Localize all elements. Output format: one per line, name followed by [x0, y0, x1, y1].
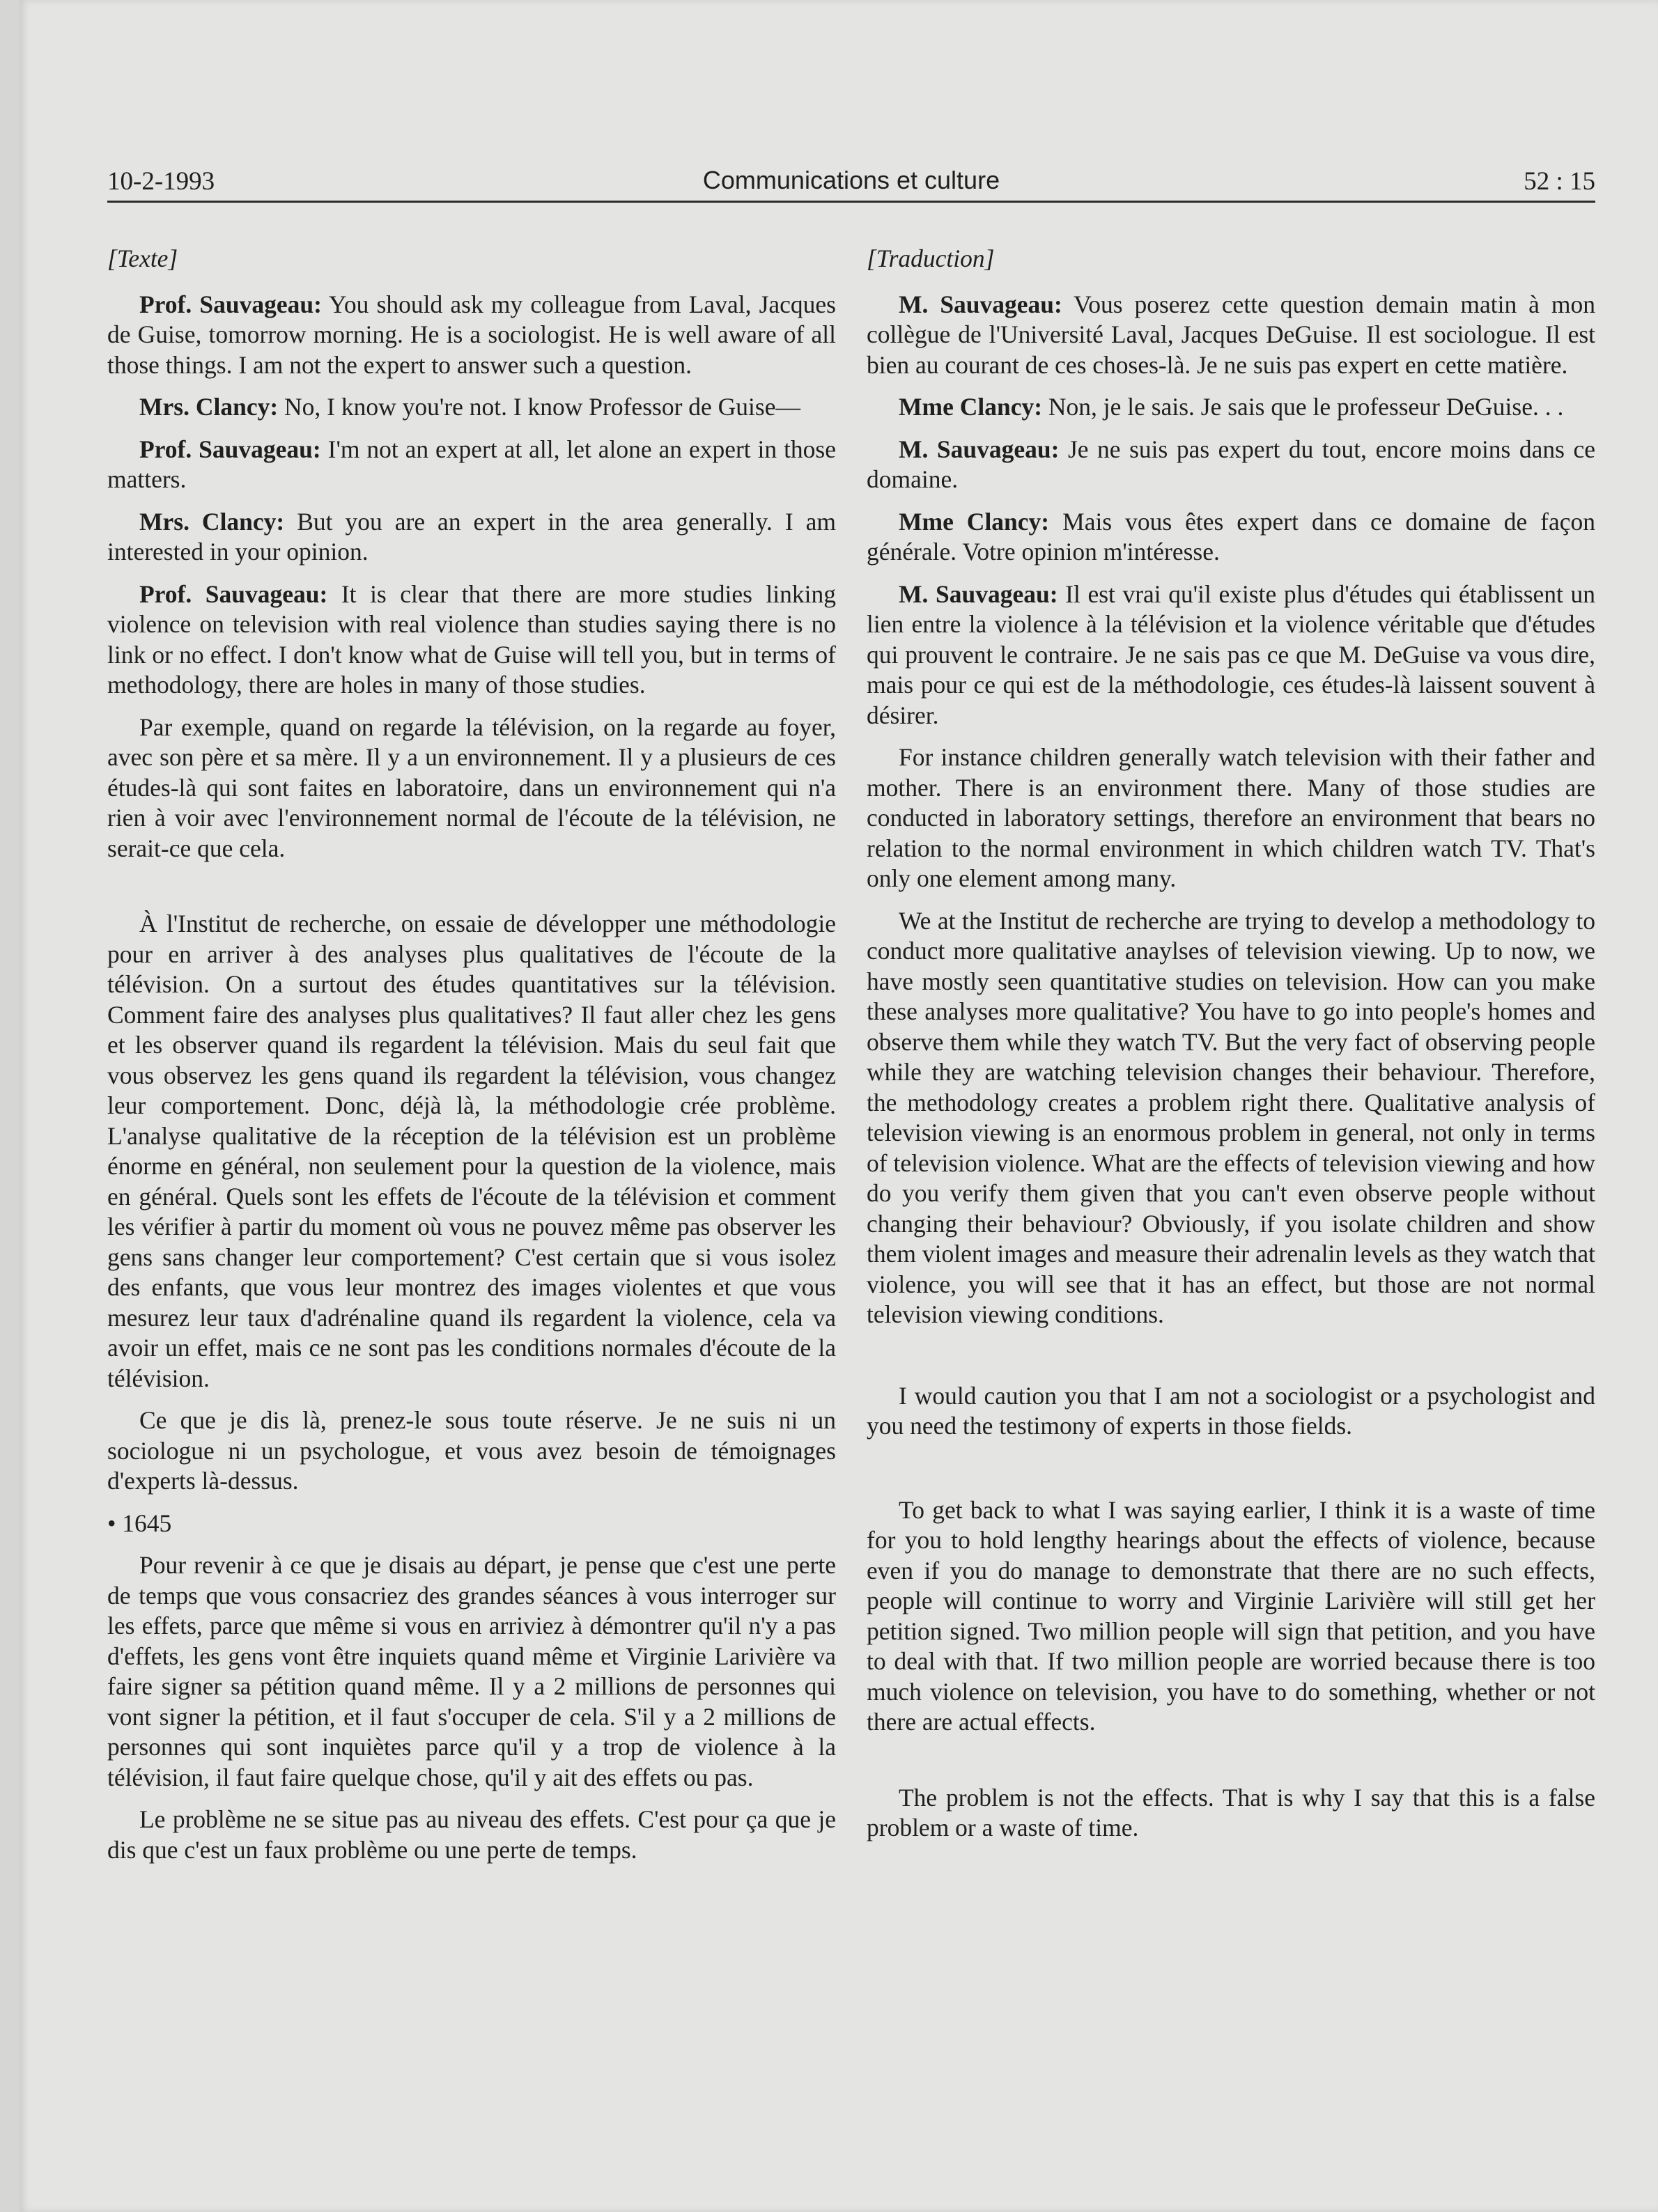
- right-column: [867, 244, 1595, 1855]
- document-page: [20, 0, 1658, 2212]
- speech-text: You should ask my colleague from Laval, Jacques de Guise, tomorrow morning. He is a sociologist. He is well aware of all those things. I am not the expert to answer such a question.: [107, 290, 837, 379]
- speaker-name: M. Sauvageau:: [899, 579, 1058, 608]
- speech-text: Non, je le sais. Je sais que le professeur DeGuise. . .: [1048, 393, 1564, 421]
- speaker-name: Mme Clancy:: [899, 393, 1043, 421]
- speaker-name: M. Sauvageau:: [899, 435, 1060, 463]
- section-tag: [Traduction]: [867, 244, 995, 272]
- spacer: [867, 1750, 1595, 1783]
- speech-text: It is clear that there are more studies linking violence on television with real violence than studies saying there is no link or no effect. I don't know what de Guise will tell you, but in terms of methodology, there are holes in many of those studies.: [107, 579, 836, 699]
- header-page-number: 52 : 15: [1524, 167, 1595, 196]
- page-header: [107, 160, 1595, 203]
- paragraph: Ce que je dis là, prenez-le sous toute réserve. Je ne suis ni un sociologue ni un psychologue, et vous avez besoin de témoignages d'experts là-dessus.: [107, 1406, 836, 1495]
- paragraph: For instance children generally watch television with their father and mother. There is an environment there. Many of those studies are conducted in laboratory settings, therefore an environment that bears no relation to the normal environment in which children watch TV. That's only one element among many.: [867, 743, 1595, 892]
- header-date: 10-2-1993: [107, 167, 215, 196]
- speech-text: But you are an expert in the area generally. I am interested in your opinion.: [107, 507, 837, 566]
- paragraph: [867, 579, 1595, 731]
- speaker-name: Mme Clancy:: [899, 507, 1050, 536]
- paragraph: We at the Institut de recherche are trying to develop a methodology to conduct more qualitative anaylses of television viewing. Up to now, we have mostly seen quantitative studies on television. How can you make these analyses more qualitative? You have to go into people's homes and observe them while they watch TV. But the very fact of observing people while they are watching television changes their behaviour. Therefore, the methodology creates a problem right there. Qualitative analysis of television viewing is an enormous problem in general, not only in terms of television violence. What are the effects of television viewing and how do you verify them given that you can't even observe people without changing their behaviour? Obviously, if you isolate children and show them violent images and measure their adrenalin levels as they watch that violence, you will see that it has an effect, but those are not normal television viewing conditions.: [867, 906, 1595, 1328]
- paragraph: To get back to what I was saying earlier, I think it is a waste of time for you to hold lengthy hearings about the effects of violence, because even if you do manage to demonstrate that there are no such effects, people will continue to worry and Virginie Larivière will still get her petition signed. Two million people will sign that petition, and you have to deal with that. If two million people are worried because there is too much violence on television, you have to do something, whether or not there are actual effects.: [867, 1495, 1595, 1736]
- speaker-name: Mrs. Clancy:: [139, 393, 279, 421]
- paragraph: [107, 579, 836, 701]
- speaker-name: Mrs. Clancy:: [139, 507, 285, 536]
- speech-text: Il est vrai qu'il existe plus d'études qui établissent un lien entre la violence à la télévision et la violence véritable que d'études qui prouvent le contraire. Je ne sais pas ce que M. DeGuise va vous dire, mais pour ce qui est de la méthodologie, ces études-là laissent souvent à désirer.: [867, 579, 1595, 729]
- spacer: [107, 875, 836, 909]
- time-marker: • 1645: [107, 1509, 172, 1537]
- paragraph: Par exemple, quand on regarde la télévision, on la regarde au foyer, avec son père et sa mère. Il y a un environnement. Il y a plusieurs de ces études-là qui sont faites en laboratoire, dans un environnement qui n'a rien à voir avec l'environnement normal de l'écoute de la télévision, ne serait-ce que cela.: [107, 712, 836, 862]
- paragraph: À l'Institut de recherche, on essaie de développer une méthodologie pour en arriver à des analyses plus qualitatives de l'écoute de la télévision. On a surtout des études quantitatives sur la télévision. Comment faire des analyses plus qualitatives? Il faut aller chez les gens et les observer quand ils regardent la télévision. Mais du seul fait que vous observez les gens quand ils regardent la télévision, vous changez leur comportement. Donc, déjà là, la méthodologie crée problème. L'analyse qualitative de la réception de la télévision est un problème énorme en général, non seulement pour la question de la violence, mais en général. Quels sont les effets de l'écoute de la télévision et comment les vérifier à partir du moment où vous ne pouvez même pas observer les gens sans changer leur comportement? C'est certain que si vous isolez des enfants, que vous leur montrez des images violentes et que vous mesurez leur taux d'adrénaline quand ils regardent la violence, cela va avoir un effet, mais ce ne sont pas les conditions normales d'écoute de la télévision.: [107, 910, 836, 1392]
- left-column: [107, 244, 836, 1877]
- paragraph: The problem is not the effects. That is why I say that this is a false problem or a waste of time.: [867, 1783, 1595, 1841]
- speech-text: Je ne suis pas expert du tout, encore moins dans ce domaine.: [867, 435, 1595, 493]
- paragraph: [107, 435, 836, 495]
- speech-text: Vous poserez cette question demain matin à mon collègue de l'Université Laval, Jacques DeGuise. Il est sociologue. Il est bien au courant de ces choses-là. Je ne suis pas expert en cette matière.: [867, 290, 1595, 379]
- paragraph: [107, 507, 836, 568]
- speech-text: Mais vous êtes expert dans ce domaine de façon générale. Votre opinion m'intéresse.: [867, 507, 1596, 566]
- paragraph: Pour revenir à ce que je disais au départ, je pense que c'est une perte de temps que vous consacriez des grandes séances à vous interroger sur les effets, parce que même si vous en arriviez à démontrer qu'il n'y a pas d'effets, les gens vont être inquiets quand même et Virginie Larivière va faire signer sa pétition quand même. Il y a 2 millions de personnes qui vont signer la pétition, et il faut s'occuper de cela. S'il y a 2 millions de personnes qui sont inquiètes parce qu'il y a trop de violence à la télévision, il faut faire quelque chose, qu'il y ait des effets ou pas.: [107, 1551, 836, 1791]
- paragraph: [867, 290, 1595, 381]
- speech-text: I'm not an expert at all, let alone an expert in those matters.: [107, 435, 837, 493]
- paragraph: [867, 507, 1595, 568]
- speaker-name: Prof. Sauvageau:: [139, 435, 321, 463]
- speech-text: No, I know you're not. I know Professor de Guise—: [284, 393, 800, 421]
- paragraph: [107, 290, 836, 381]
- section-tag: [Texte]: [107, 244, 178, 272]
- speaker-name: Prof. Sauvageau:: [139, 579, 328, 608]
- paragraph: Le problème ne se situe pas au niveau des effets. C'est pour ça que je dis que c'est un faux problème ou une perte de temps.: [107, 1805, 836, 1864]
- paragraph: [867, 435, 1595, 495]
- paragraph: [867, 392, 1595, 423]
- spacer: [867, 1342, 1595, 1381]
- speaker-name: M. Sauvageau:: [899, 290, 1062, 318]
- paragraph: I would caution you that I am not a sociologist or a psychologist and you need the testimony of experts in those fields.: [867, 1381, 1595, 1440]
- header-title: Communications et culture: [702, 166, 1000, 194]
- paragraph: [107, 392, 836, 423]
- speaker-name: Prof. Sauvageau:: [139, 290, 322, 318]
- spacer: [867, 1454, 1595, 1495]
